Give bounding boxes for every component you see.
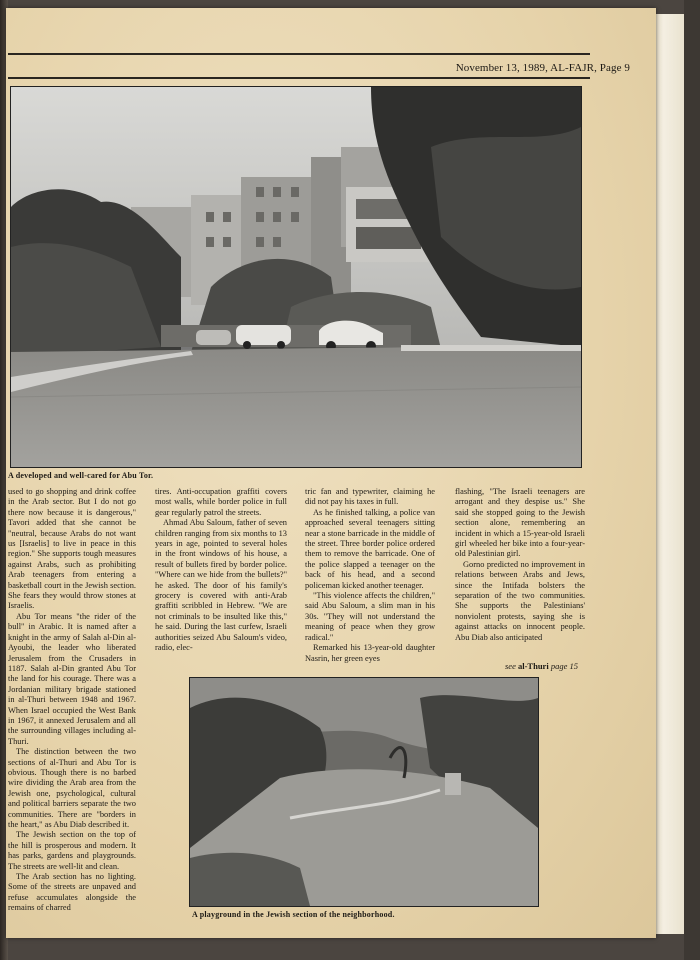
column-4-paragraph: Gorno predicted no improvement in relations between Arabs and Jews, since the Intifada bolsters the separation of the two communities. She supports the Palestinians' nonviolent protests, saying she is against attacks on innocent people. Abu Diab also anticipated bbox=[455, 559, 585, 642]
bottom-photo-caption: A playground in the Jewish section of the neighborhood. bbox=[192, 910, 395, 919]
article-column-3 bbox=[305, 487, 435, 664]
article-column-2 bbox=[155, 487, 287, 654]
header-rule-top bbox=[8, 53, 590, 55]
column-3-paragraph: "This violence affects the children," said Abu Saloum, a slim man in his 30s. "They will not understand the meaning of peace when they grow radical." bbox=[305, 591, 435, 642]
column-2-paragraph: Ahmad Abu Saloum, father of seven children ranging from six months to 13 years in age, pointed to several holes in the front windows of his house, a result of bullets fired by border police. "Where can we hide from the bullets?" he asked. The door of his family's grocery is covered with anti-Arab graffiti scribbled in Hebrew. "We are not criminals to be insulted like this," he said. During the last curfew, Israeli authorities seized Abu Saloum's video, radio, elec- bbox=[155, 518, 287, 653]
column-1-paragraph: Abu Tor means "the rider of the bull" in Arabic. It is named after a knight in the army of Salah al-Din al-Ayoubi, the leader who liberated Jerusalem from the Crusaders in 1187. Salah al-Din granted Abu Tor the land for his courage. There was a Jordanian military brigade stationed in al-Thuri between 1948 and 1967. When Israel occupied the West Bank in 1967, it annexed Jerusalem and all the surrounding villages including al-Thuri. bbox=[8, 611, 136, 746]
column-3-paragraph: Remarked his 13-year-old daughter Nasrin, her green eyes bbox=[305, 643, 435, 663]
column-3-paragraph: As he finished talking, a police van approached several teenagers sitting near a stone barricade in the middle of the street. Three border police ordered them to remove the barricade. One of the police slapped a teenager on the back of his head, and a second policeman kicked another teenager. bbox=[305, 507, 435, 590]
book-cover-edge bbox=[684, 0, 700, 960]
column-2-paragraph: tires. Anti-occupation graffiti covers most walls, while border police in full gear regularly patrol the streets. bbox=[155, 487, 287, 517]
apartment-street-photo bbox=[11, 87, 581, 467]
column-1-paragraph: used to go shopping and drink coffee in the Arab sector. But I do not go there now because it is dangerous," Tavori added that she cannot be "neutral, because Arabs do not want us [Israelis] to live in peace in this region." She supports tough measures against Arabs, such as prohibiting Arab teenagers from entering a basketball court in the Jewish section. She fears they would throw stones at Israelis. bbox=[8, 487, 136, 611]
column-1-paragraph: The Arab section has no lighting. Some of the streets are unpaved and refuse accumulates alongside the remains of charred bbox=[8, 872, 136, 913]
continued-target: al-Thuri bbox=[517, 661, 549, 671]
top-photo-caption: A developed and well-cared for Abu Tor. bbox=[8, 471, 154, 480]
top-photo bbox=[10, 86, 582, 468]
column-1-paragraph: The distinction between the two sections of al-Thuri and Abu Tor is obvious. Though there is no barbed wire dividing the Arab area from the Jewish one, psychological, cultural and political barriers separate the two communities. There are "borders in the heart," as Abu Diab described it. bbox=[8, 747, 136, 829]
column-4-paragraph: flashing, "The Israeli teenagers are arrogant and they despise us." She said she stopped going to the Jewish section alone, remembering an incident in which a 15-year-old Israeli girl wheeled her bike into a four-year-old Palestinian girl. bbox=[455, 487, 585, 559]
header-rule-bottom bbox=[8, 77, 590, 79]
article-column-1 bbox=[8, 487, 136, 914]
page-folio: November 13, 1989, AL-FAJR, Page 9 bbox=[455, 62, 630, 74]
column-3-paragraph: tric fan and typewriter, claiming he did not pay his taxes in full. bbox=[305, 487, 435, 507]
column-1-paragraph: The Jewish section on the top of the hill is prosperous and modern. It has parks, gardens and playgrounds. The streets are well-lit and clean. bbox=[8, 830, 136, 871]
article-column-4 bbox=[455, 487, 585, 643]
playground-photo bbox=[190, 678, 538, 906]
continued-reference bbox=[505, 661, 578, 671]
continued-page: page 15 bbox=[550, 661, 578, 671]
bottom-photo bbox=[189, 677, 539, 907]
continued-prefix: see bbox=[505, 661, 516, 671]
